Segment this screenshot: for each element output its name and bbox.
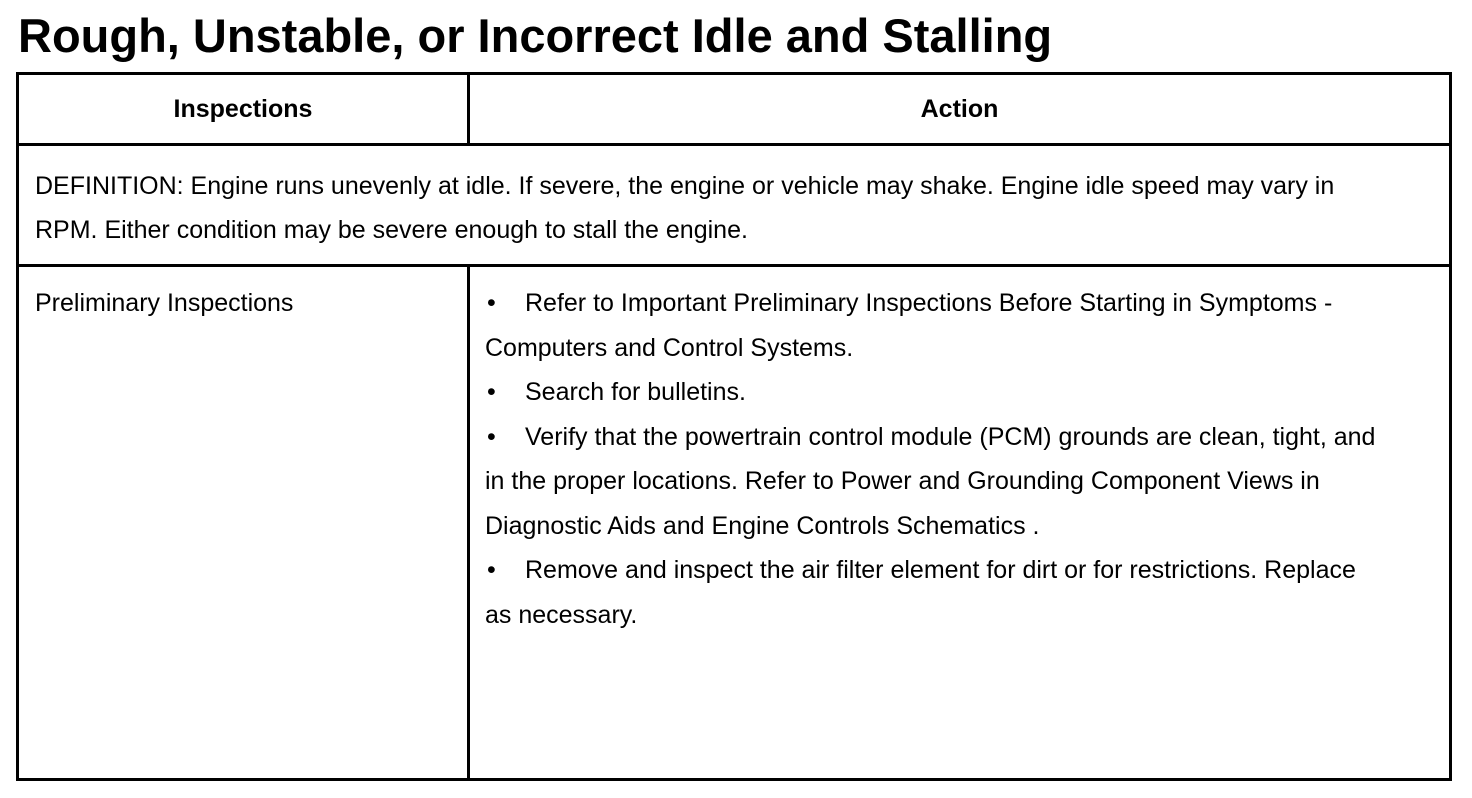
action-list — [485, 281, 1385, 637]
definition-text: DEFINITION: Engine runs unevenly at idle. If severe, the engine or vehicle may shake. Engine idle speed may vary in RPM. Either condition may be severe enough to stall the engine. — [35, 172, 1335, 244]
action-item — [485, 370, 1385, 415]
action-item-text: Refer to Important Preliminary Inspections Before Starting in Symptoms - Computers and Control Systems. — [485, 289, 1333, 362]
action-item — [485, 281, 1385, 370]
bullet-icon: • — [487, 289, 496, 317]
inspection-cell: Preliminary Inspections — [35, 289, 294, 317]
column-divider — [467, 267, 470, 778]
action-item — [485, 548, 1385, 637]
action-item-text: Verify that the powertrain control module (PCM) grounds are clean, tight, and in the proper locations. Refer to Power and Grounding Component Views in Diagnostic Aids and Engine Controls Schematics . — [485, 422, 1376, 540]
inspections-column-header: Inspections — [173, 94, 313, 123]
symptom-table — [16, 72, 1452, 781]
bullet-icon: • — [487, 556, 496, 584]
bullet-icon: • — [487, 378, 496, 406]
action-item — [485, 415, 1385, 549]
action-item-text: Remove and inspect the air filter element for dirt or for restrictions. Replace as necessary. — [485, 556, 1356, 629]
definition-row — [19, 146, 1449, 267]
page-title: Rough, Unstable, or Incorrect Idle and Stalling — [18, 9, 1053, 62]
table-row — [19, 267, 1449, 778]
action-column-header: Action — [920, 94, 999, 123]
action-item-text: Search for bulletins. — [525, 378, 746, 406]
table-header-row — [19, 75, 1449, 146]
bullet-icon: • — [487, 422, 496, 451]
